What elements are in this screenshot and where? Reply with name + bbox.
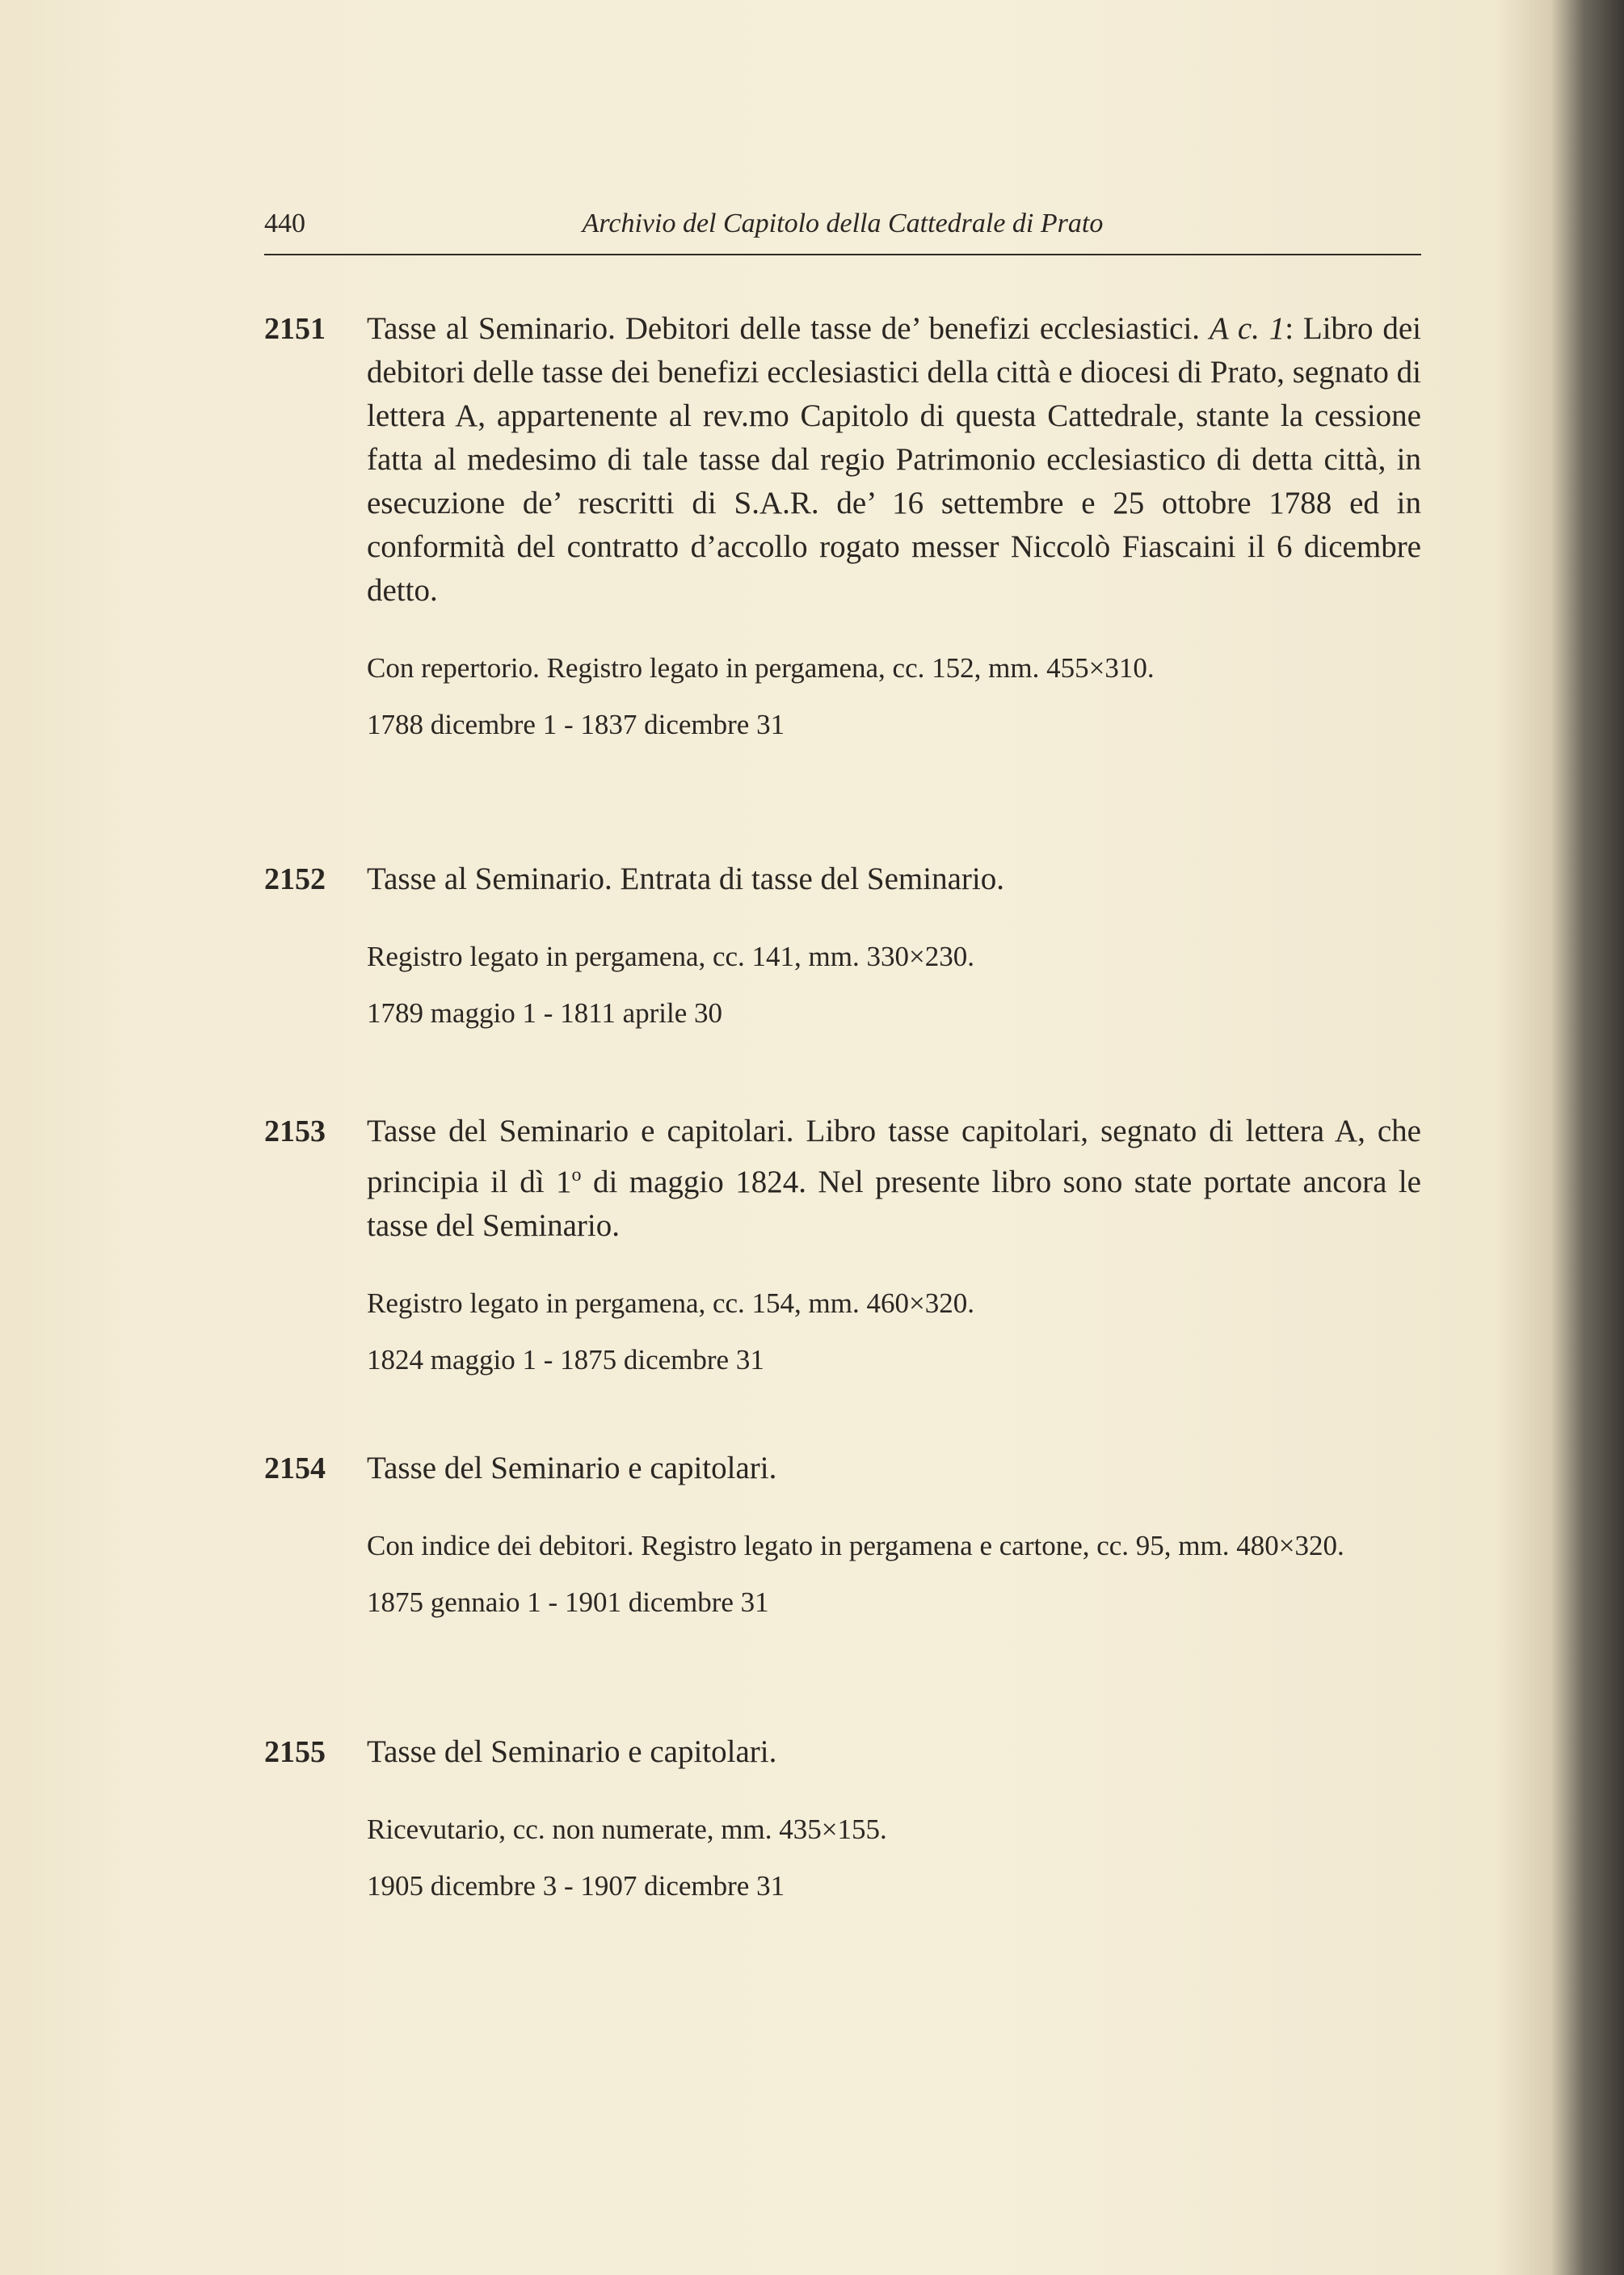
archive-entry-2155 — [264, 1730, 1421, 1906]
entry-description: Tasse al Seminario. Entrata di tasse del Seminario. — [367, 862, 1004, 896]
archive-entry-2152 — [264, 857, 1421, 1034]
entry-physical-description: Registro legato in pergamena, cc. 141, mm. 330×230. — [367, 941, 974, 972]
archive-entry-2154 — [264, 1447, 1421, 1623]
entry-physical-description: Ricevutario, cc. non numerate, mm. 435×155. — [367, 1814, 887, 1845]
archive-entry-2151 — [264, 307, 1421, 745]
entry-physical-description: Con repertorio. Registro legato in pergamena, cc. 152, mm. 455×310. — [367, 652, 1155, 684]
entry-dates: 1905 dicembre 3 - 1907 dicembre 31 — [367, 1870, 785, 1902]
entry-description: Tasse del Seminario e capitolari. — [367, 1451, 777, 1485]
entry-number: 2155 — [264, 1735, 326, 1769]
entry-number: 2151 — [264, 312, 326, 346]
entry-number: 2152 — [264, 862, 326, 896]
description-italic: A c. 1 — [1209, 311, 1285, 346]
entry-dates: 1824 maggio 1 - 1875 dicembre 31 — [367, 1344, 764, 1376]
entry-physical-description: Registro legato in pergamena, cc. 154, mm. 460×320. — [367, 1287, 974, 1319]
entry-description: Tasse del Seminario e capitolari. — [367, 1734, 777, 1769]
archive-entry-2153 — [264, 1110, 1421, 1380]
description-text: : Libro dei debitori delle tasse dei benefizi ecclesiastici della città e diocesi di Prato, segnato di lettera A, appartenente al rev.mo Capitolo di questa Cattedrale, stante la cessione fatta al medesimo di tale tasse dal regio Patrimonio ecclesiastico di detta città, in esecuzione de’ rescritti di S.A.R. de’ 16 settembre e 25 ottobre 1788 ed in conformità del contratto d’accollo rogato messer Niccolò Fiascaini il 6 dicembre detto. — [367, 311, 1421, 608]
entry-dates: 1875 gennaio 1 - 1901 dicembre 31 — [367, 1586, 769, 1618]
page-number: 440 — [264, 209, 305, 238]
entry-physical-description: Con indice dei debitori. Registro legato in pergamena e cartone, cc. 95, mm. 480×320. — [367, 1530, 1344, 1561]
entry-number: 2154 — [264, 1451, 326, 1485]
entry-number: 2153 — [264, 1114, 326, 1148]
entry-description — [367, 307, 1421, 613]
description-text: di maggio 1824. Nel presente libro sono state portate ancora le tasse del Seminario. — [367, 1165, 1421, 1243]
superscript: o — [571, 1165, 582, 1186]
entry-dates: 1788 dicembre 1 - 1837 dicembre 31 — [367, 709, 785, 740]
running-title: Archivio del Capitolo della Cattedrale di Prato — [582, 209, 1104, 238]
description-text: Tasse del Seminario e capitolari. Libro tasse capitolari, segnato di lettera A, che principia il dì 1 — [367, 1114, 1421, 1199]
description-text: Tasse al Seminario. Debitori delle tasse de’ benefizi ecclesiastici. — [367, 311, 1210, 346]
running-header — [264, 209, 1421, 255]
entry-dates: 1789 maggio 1 - 1811 aprile 30 — [367, 997, 723, 1029]
entry-description — [367, 1110, 1421, 1248]
